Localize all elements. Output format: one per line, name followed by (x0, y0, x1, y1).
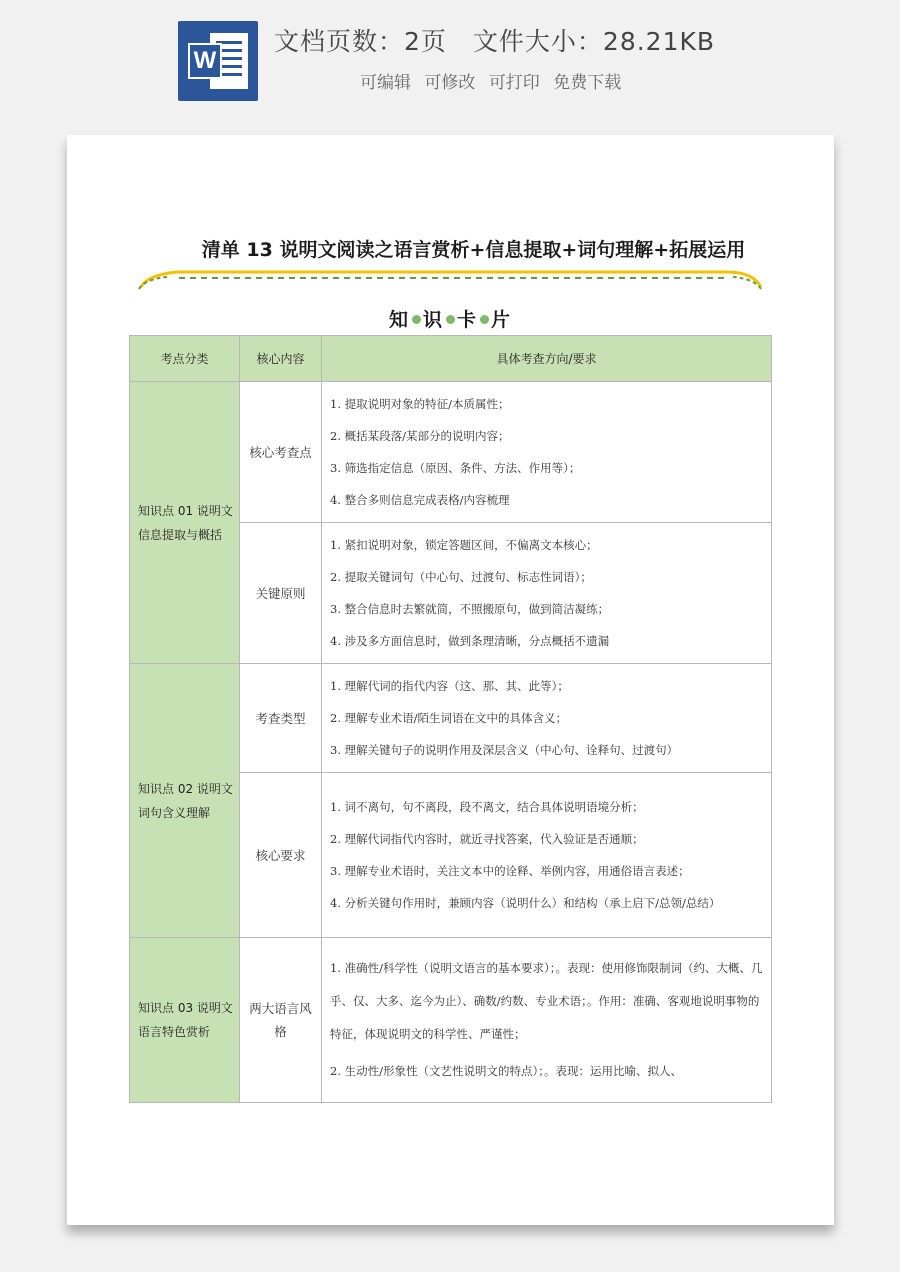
word-letter-icon: W (188, 43, 222, 79)
list-item: 2. 概括某段落/某部分的说明内容； (330, 428, 510, 443)
file-size: 文件大小：28.21KB (472, 27, 716, 56)
list-item: 1. 理解代词的指代内容（这、那、其、此等）； (330, 678, 569, 693)
dot-icon (446, 315, 455, 324)
list-item: 4. 整合多则信息完成表格/内容梳理 (330, 492, 510, 507)
page-count: 文档页数：2页 (274, 27, 447, 56)
list-item: 3. 理解关键句子的说明作用及深层含义（中心句、诠释句、过渡句） (330, 742, 679, 757)
requirements-cell (322, 382, 772, 523)
header-requirements: 具体考查方向/要求 (322, 336, 772, 382)
header-core: 核心内容 (240, 336, 322, 382)
list-item: 3. 理解专业术语时，关注文本中的诠释、举例内容，用通俗语言表述； (330, 863, 690, 878)
requirements-cell (322, 664, 772, 773)
table-row (130, 664, 772, 773)
list-item: 4. 涉及多方面信息时，做到条理清晰，分点概括不遗漏 (330, 633, 610, 648)
table-row (130, 938, 772, 1103)
list-item: 3. 整合信息时去繁就简，不照搬原句，做到简洁凝练； (330, 601, 610, 616)
table-row (130, 382, 772, 523)
table-header-row (130, 336, 772, 382)
word-document-icon (178, 21, 258, 101)
card-title-char: 识 (422, 309, 444, 331)
requirements-cell (322, 523, 772, 664)
card-title-char: 知 (388, 309, 410, 331)
file-info (274, 22, 715, 58)
core-cell: 两大语言风格 (240, 938, 322, 1103)
core-cell: 核心考查点 (240, 382, 322, 523)
document-title: 清单 13 说明文阅读之语言赏析+信息提取+词句理解+拓展运用 (201, 239, 746, 261)
feature-modifiable: 可修改 (424, 73, 476, 93)
core-cell: 关键原则 (240, 523, 322, 664)
requirements-cell (322, 938, 772, 1103)
feature-editable: 可编辑 (360, 73, 411, 93)
list-item: 1. 词不离句，句不离段，段不离文，结合具体说明语境分析； (330, 799, 644, 814)
dot-icon (480, 315, 489, 324)
list-item: 1. 紧扣说明对象，锁定答题区间，不偏离文本核心； (330, 537, 598, 552)
requirements-cell (322, 773, 772, 938)
list-item: 2. 理解代词指代内容时，就近寻找答案，代入验证是否通顺； (330, 831, 644, 846)
category-cell: 知识点 02 说明文词句含义理解 (130, 664, 240, 938)
document-page (67, 135, 834, 1225)
list-item: 2. 理解专业术语/陌生词语在文中的具体含义； (330, 710, 567, 725)
feature-printable: 可打印 (488, 73, 540, 93)
category-cell: 知识点 01 说明文信息提取与概括 (130, 382, 240, 664)
knowledge-table (129, 335, 772, 1103)
dot-icon (412, 315, 421, 324)
list-item: 3. 筛选指定信息（原因、条件、方法、作用等）； (330, 460, 581, 475)
card-title-char: 片 (491, 309, 513, 331)
list-item: 1. 提取说明对象的特征/本质属性； (330, 396, 510, 411)
list-item: 1. 准确性/科学性（说明文语言的基本要求）；。表现：使用修饰限制词（约、大概、几乎、仅、大多、迄今为止）、确数/约数、专业术语；。作用：准确、客观地说明事物的特征，体现说明文的科学性、严谨性； (330, 961, 763, 1041)
core-cell: 核心要求 (240, 773, 322, 938)
header-category: 考点分类 (130, 336, 240, 382)
list-item: 2. 提取关键词句（中心句、过渡句、标志性词语）； (330, 569, 592, 584)
category-cell: 知识点 03 说明文语言特色赏析 (130, 938, 240, 1103)
feature-free-download: 免费下载 (553, 73, 622, 93)
list-item: 2. 生动性/形象性（文艺性说明文的特点）；。表现：运用比喻、拟人、 (330, 1064, 682, 1078)
title-underline-decoration (137, 263, 763, 291)
core-cell: 考查类型 (240, 664, 322, 773)
feature-list (360, 68, 629, 93)
knowledge-card-title (67, 305, 834, 332)
card-title-char: 卡 (457, 309, 479, 331)
list-item: 4. 分析关键句作用时，兼顾内容（说明什么）和结构（承上启下/总领/总结） (330, 895, 721, 910)
